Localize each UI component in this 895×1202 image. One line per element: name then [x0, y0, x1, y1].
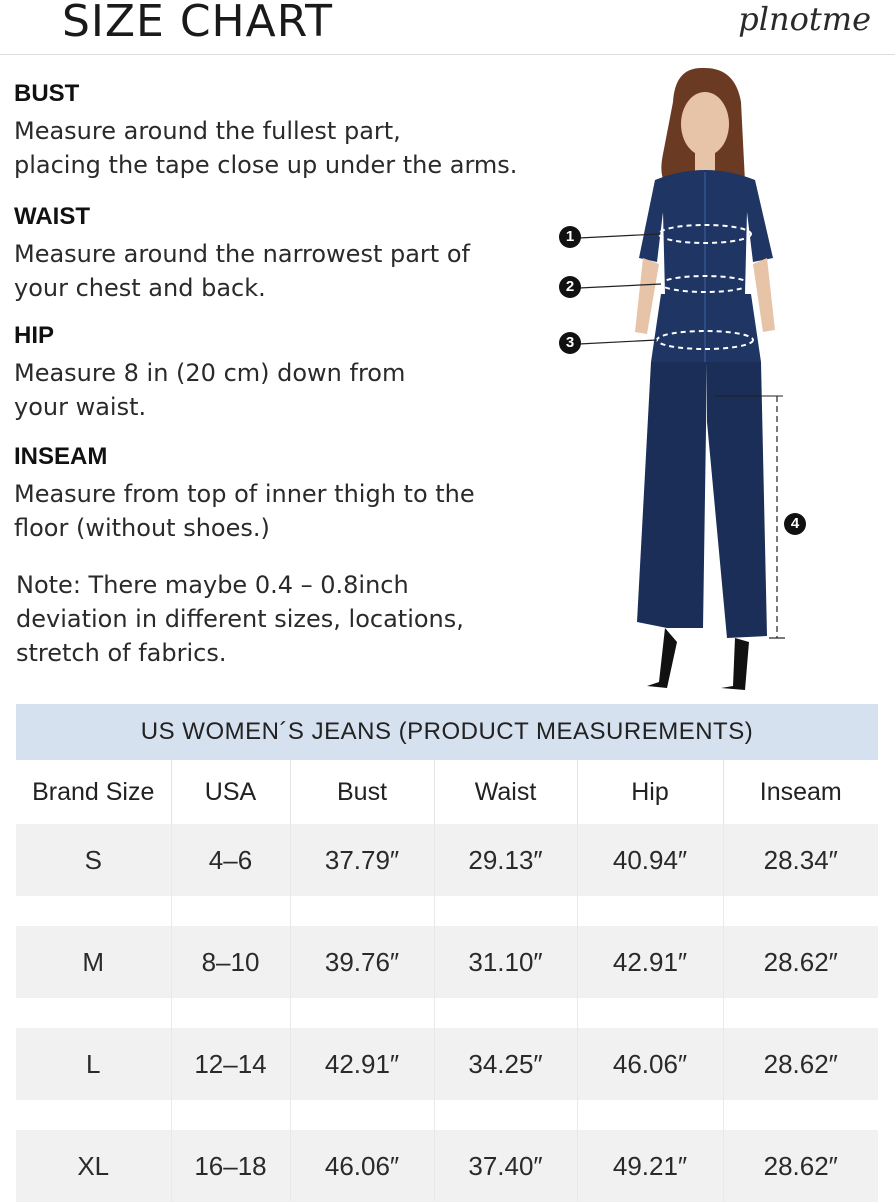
cell-brand-size: XL: [16, 1130, 171, 1202]
waist-text: Measure around the narrowest part of your chest and back.: [14, 240, 470, 302]
cell-bust: 37.79″: [290, 824, 434, 896]
page-header: [0, 0, 895, 55]
brand-logo: plnotme: [738, 0, 871, 38]
hip-guide: [14, 322, 554, 424]
cell-hip: 49.21″: [577, 1130, 723, 1202]
header-brand-size: Brand Size: [16, 760, 171, 824]
row-spacer: [16, 1100, 878, 1130]
cell-waist: 37.40″: [434, 1130, 577, 1202]
inseam-heading: INSEAM: [14, 443, 108, 470]
row-spacer: [16, 896, 878, 926]
hip-heading: HIP: [14, 322, 55, 349]
header-waist: Waist: [434, 760, 577, 824]
bust-guide: [14, 80, 554, 182]
cell-usa: 12–14: [171, 1028, 290, 1100]
cell-waist: 29.13″: [434, 824, 577, 896]
hip-marker: 3: [559, 332, 581, 354]
cell-brand-size: M: [16, 926, 171, 998]
inseam-marker: 4: [784, 513, 806, 535]
cell-usa: 8–10: [171, 926, 290, 998]
cell-bust: 39.76″: [290, 926, 434, 998]
waist-marker: 2: [559, 276, 581, 298]
row-spacer: [16, 998, 878, 1028]
cell-inseam: 28.62″: [723, 1028, 878, 1100]
bust-heading: BUST: [14, 80, 80, 107]
waist-guide: [14, 203, 554, 305]
table-row: [16, 926, 878, 998]
deviation-note: Note: There maybe 0.4 – 0.8inch deviation in different sizes, locations, stretch of fabrics.: [16, 571, 464, 667]
size-table: [16, 760, 878, 1202]
table-row: [16, 1028, 878, 1100]
bust-marker: 1: [559, 226, 581, 248]
hip-text: Measure 8 in (20 cm) down from your waist.: [14, 359, 406, 421]
page-title: SIZE CHART: [62, 0, 333, 47]
cell-inseam: 28.34″: [723, 824, 878, 896]
model-illustration: [555, 62, 885, 702]
table-row: [16, 1130, 878, 1202]
header-bust: Bust: [290, 760, 434, 824]
table-row: [16, 824, 878, 896]
header-inseam: Inseam: [759, 777, 842, 806]
table-title: US WOMEN´S JEANS (PRODUCT MEASUREMENTS): [16, 704, 878, 760]
cell-hip: 40.94″: [577, 824, 723, 896]
cell-brand-size: S: [16, 824, 171, 896]
cell-bust: 46.06″: [290, 1130, 434, 1202]
cell-brand-size: L: [16, 1028, 171, 1100]
table-header-row: [16, 760, 878, 824]
cell-usa: 4–6: [171, 824, 290, 896]
cell-usa: 16–18: [171, 1130, 290, 1202]
header-usa: USA: [171, 760, 290, 824]
cell-hip: 42.91″: [577, 926, 723, 998]
cell-bust: 42.91″: [290, 1028, 434, 1100]
inseam-text: Measure from top of inner thigh to the floor (without shoes.): [14, 480, 475, 542]
header-hip: Hip: [577, 760, 723, 824]
inseam-guide: [14, 443, 554, 545]
cell-waist: 31.10″: [434, 926, 577, 998]
waist-heading: WAIST: [14, 203, 90, 230]
cell-inseam: 28.62″: [723, 1130, 878, 1202]
bust-text: Measure around the fullest part, placing the tape close up under the arms.: [14, 117, 518, 179]
cell-waist: 34.25″: [434, 1028, 577, 1100]
model-figure: [555, 62, 885, 702]
cell-hip: 46.06″: [577, 1028, 723, 1100]
cell-inseam: 28.62″: [723, 926, 878, 998]
